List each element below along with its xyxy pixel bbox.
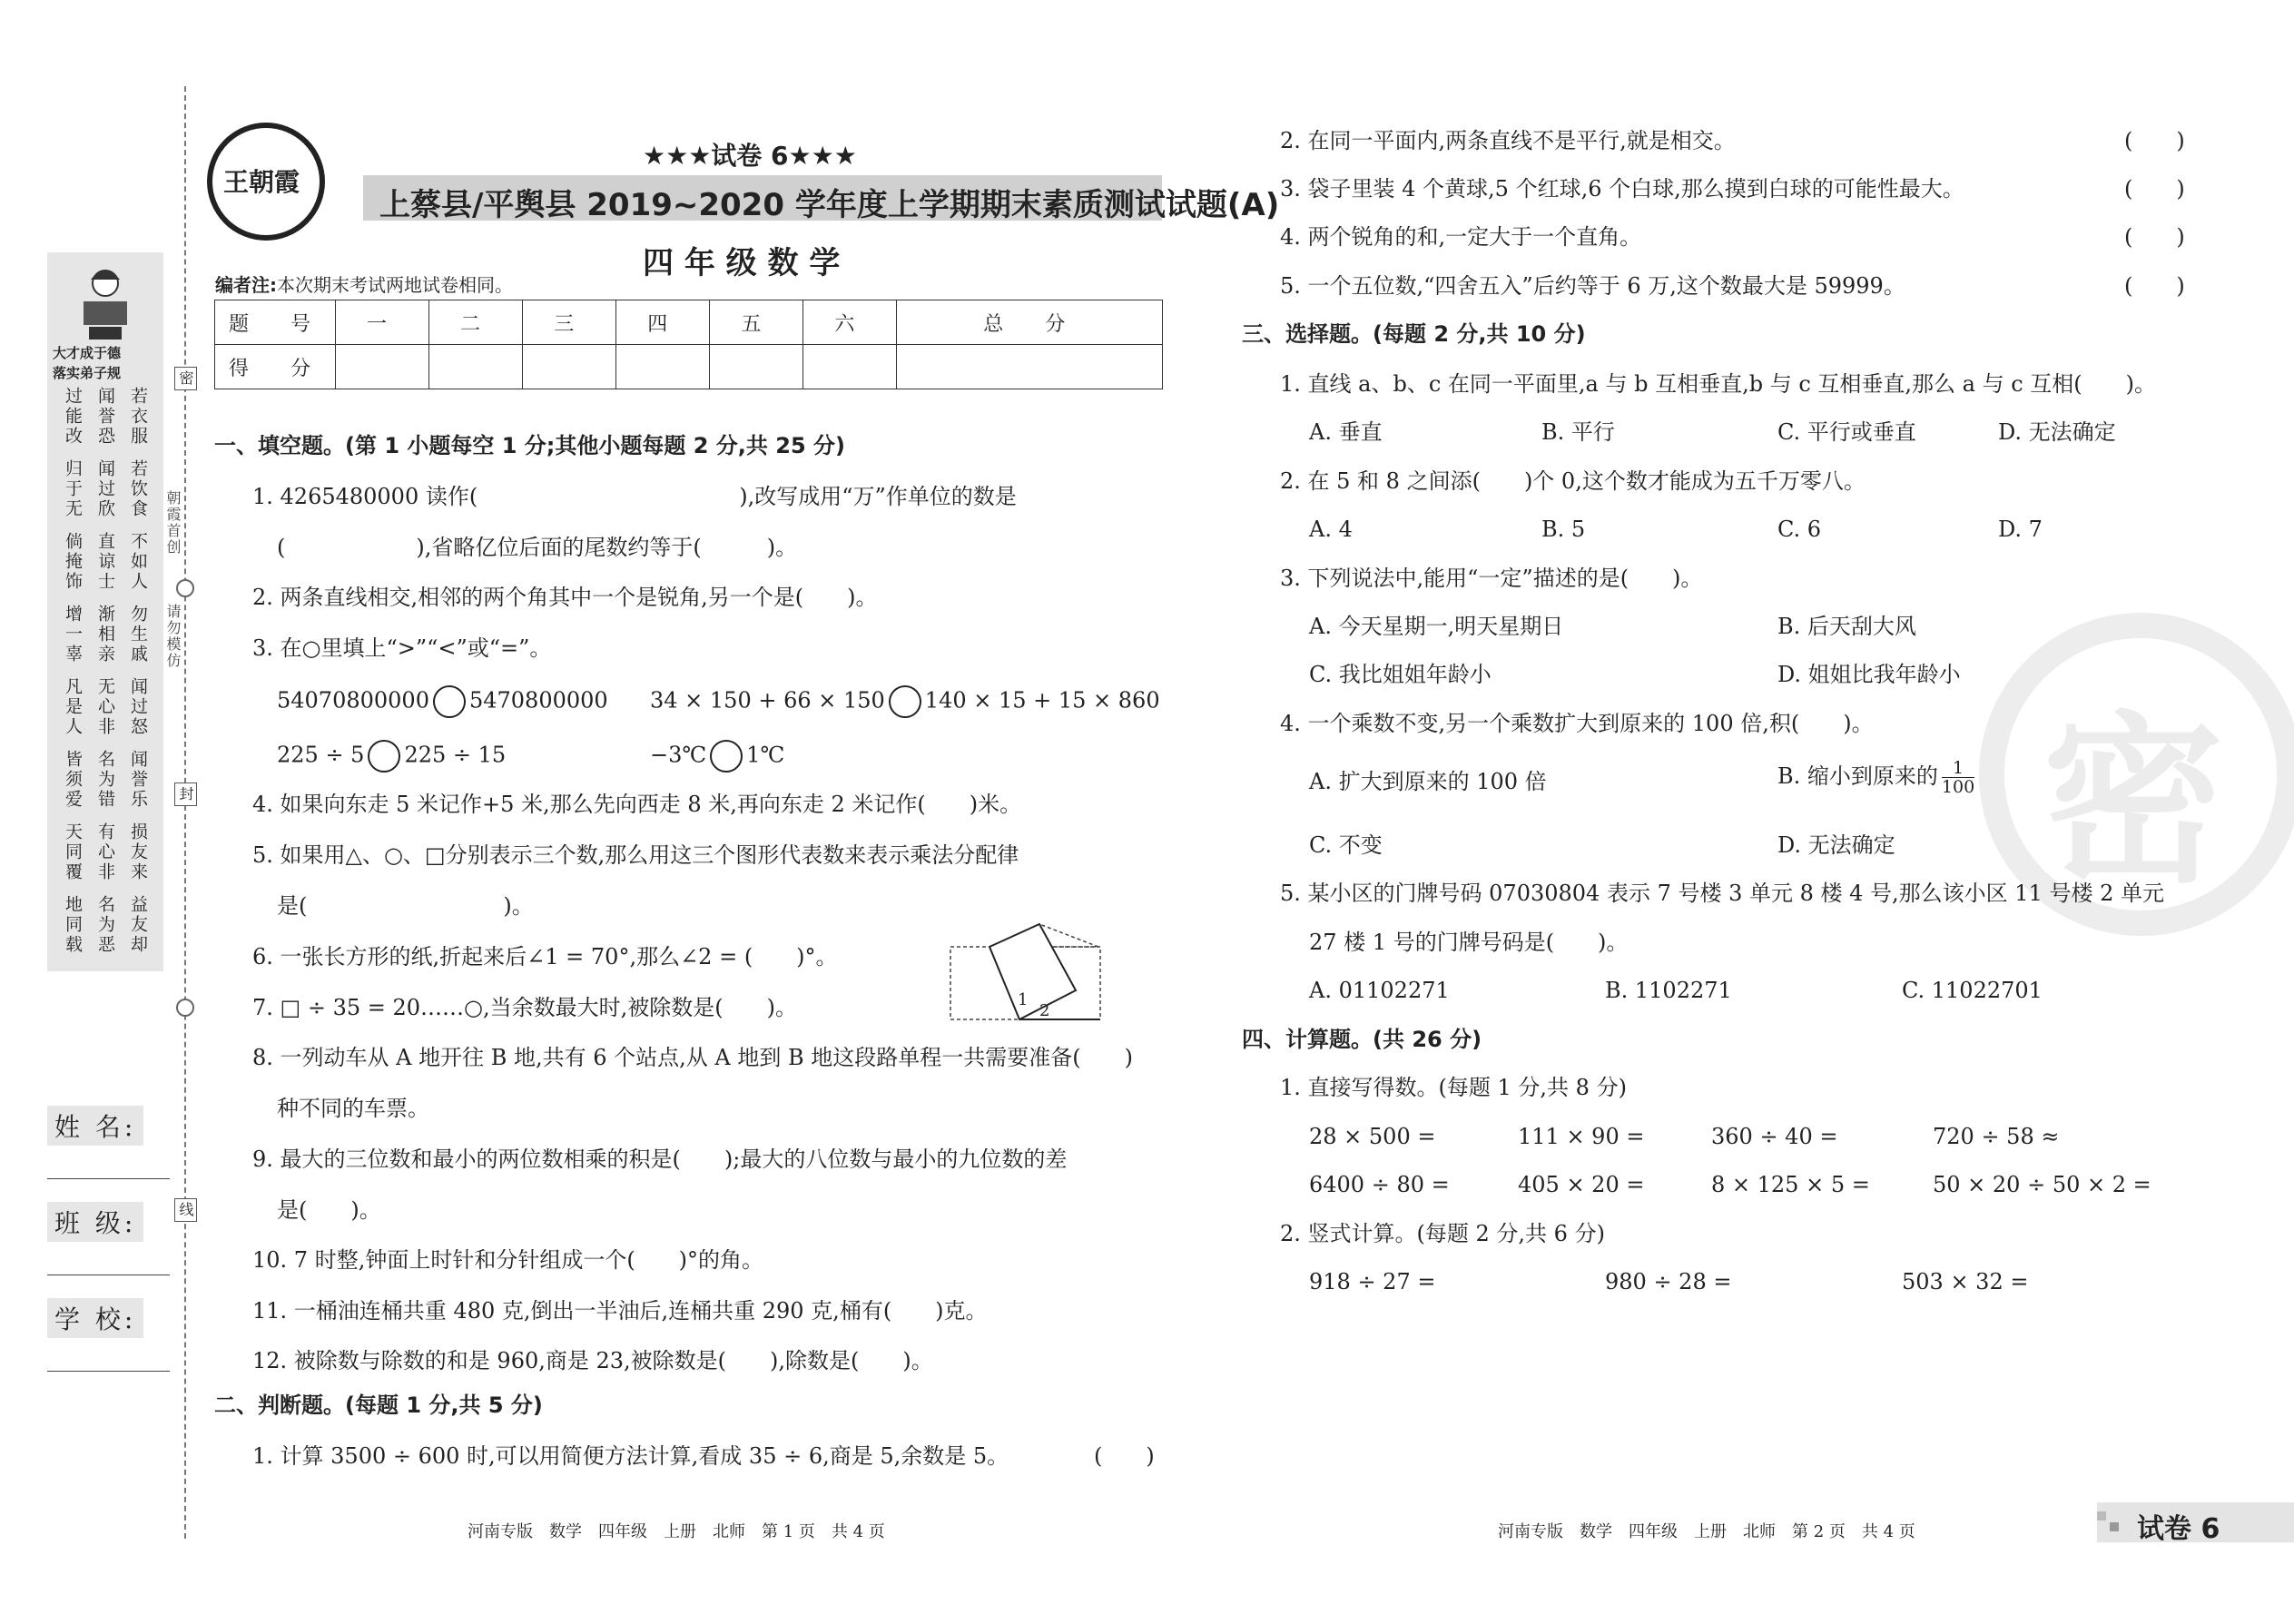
score-cell[interactable] [523,345,616,389]
judge-answer-bracket[interactable]: ( ) [2124,128,2185,153]
binding-hole-icon [176,999,194,1017]
folded-paper-figure [949,920,1103,1021]
binding-hole-icon [176,579,194,597]
proverb-column: 地同载 [63,895,83,955]
compare-left: 225 ÷ 5 [277,742,365,768]
choice-option[interactable]: A. 垂直 [1309,419,1383,445]
proverb-column: 若饮食 [128,459,148,519]
score-header-cell: 题 号 [215,300,336,345]
score-table-header-row [215,300,1163,345]
compare-right: 1℃ [746,742,785,768]
warning-text-2: 请勿模仿 [164,604,182,669]
score-header-cell: 四 [616,300,710,345]
watermark-text: 密 [2043,696,2225,908]
choice-question-4: 4. 一个乘数不变,另一个乘数扩大到原来的 100 倍,积( )。 [1280,711,1874,736]
choice-question-1: 1. 直线 a、b、c 在同一平面里,a 与 b 互相垂直,b 与 c 互相垂直,那么 a 与 c 互相( )。 [1280,371,2157,397]
paper-badge: ★★★试卷 6★★★ [643,141,857,171]
score-row-label: 得 分 [215,345,336,389]
score-table [214,300,1163,389]
warning-text-1: 朝霞首创 [164,490,182,556]
compare-circle[interactable] [710,740,743,773]
choice-option[interactable]: D. 7 [1998,517,2043,542]
proverb-column: 闻誉恐 [95,387,115,447]
brand-logo [207,123,325,241]
score-header-cell: 五 [710,300,803,345]
brand-logo-text: 王朝霞 [223,167,300,197]
compare-circle[interactable] [433,685,466,718]
question-1-2: 2. 两条直线相交,相邻的两个角其中一个是锐角,另一个是( )。 [252,585,878,610]
proverb-column: 闻过怒 [128,677,148,737]
proverb-column: 增一辜 [63,605,83,664]
seal-label-xian: 线 [174,1198,197,1222]
calc-item: 50 × 20 ÷ 50 × 2 = [1933,1172,2151,1197]
score-table-row [215,345,1163,389]
score-cell[interactable] [336,345,429,389]
choice-option-text: B. 缩小到原来的 [1777,763,1938,789]
compare-item-a [277,685,608,718]
question-1-11: 11. 一桶油连桶共重 480 克,倒出一半油后,连桶共重 290 克,桶有( )克。 [252,1298,988,1324]
panel-banner-1: 大才成于德 [53,345,122,361]
question-1-7: 7. □ ÷ 35 = 20……○,当余数最大时,被除数是( )。 [252,995,797,1020]
calc-item: 720 ÷ 58 ≈ [1933,1124,2060,1149]
choice-option[interactable]: D. 无法确定 [1998,419,2116,445]
choice-option[interactable]: D. 姐姐比我年龄小 [1777,662,1961,687]
section-1-title: 一、填空题。(第 1 小题每空 1 分;其他小题每题 2 分,共 25 分) [214,433,845,458]
scholar-illustration [78,261,133,343]
proverb-column: 凡是人 [63,677,83,737]
choice-option[interactable]: B. 1102271 [1605,978,1732,1003]
calc-item: 503 × 32 = [1902,1269,2029,1294]
score-cell[interactable] [897,345,1163,389]
score-header-cell: 二 [429,300,523,345]
proverb-column: 渐相亲 [95,605,115,664]
judge-item-1: 1. 计算 3500 ÷ 600 时,可以用简便方法计算,看成 35 ÷ 6,商是 5,余数是 5。 [252,1443,1009,1469]
question-1-4: 4. 如果向东走 5 米记作+5 米,那么先向西走 8 米,再向东走 2 米记作( )米。 [252,792,1022,817]
question-1-9-line-2: 是( )。 [277,1197,381,1223]
proverb-column: 归于无 [63,459,83,519]
proverb-column: 损友来 [128,822,148,882]
choice-option[interactable]: D. 无法确定 [1777,832,1895,858]
school-field[interactable] [47,1371,170,1372]
choice-option[interactable]: A. 4 [1309,517,1353,542]
judge-answer-bracket[interactable]: ( ) [2124,273,2185,299]
compare-item-d [650,740,784,773]
compare-right: 5470800000 [468,687,608,714]
judge-item-3: 3. 袋子里装 4 个黄球,5 个红球,6 个白球,那么摸到白球的可能性最大。 [1280,176,1964,202]
corner-label: 试卷 6 [2137,1513,2220,1545]
seal-label-mi: 密 [174,367,197,390]
choice-option[interactable]: C. 平行或垂直 [1777,419,1916,445]
proverb-column: 倘掩饰 [63,532,83,592]
section-2-title: 二、判断题。(每题 1 分,共 5 分) [214,1393,543,1418]
calc-item: 8 × 125 × 5 = [1711,1172,1870,1197]
choice-option[interactable]: C. 11022701 [1902,978,2043,1003]
question-1-6: 6. 一张长方形的纸,折起来后∠1 = 70°,那么∠2 = ( )°。 [252,944,838,969]
page-subtitle: 四 年 级 数 学 [643,245,841,281]
proverb-column: 不如人 [128,532,148,592]
section-4-title: 四、计算题。(共 26 分) [1242,1027,1482,1052]
seal-label-feng: 封 [174,782,197,806]
choice-option[interactable]: C. 我比姐姐年龄小 [1309,662,1492,687]
score-header-cell: 总 分 [897,300,1163,345]
question-1-1-line-2: ( ),省略亿位后面的尾数约等于( )。 [277,535,798,560]
choice-option[interactable]: B. 平行 [1541,419,1615,445]
question-1-10: 10. 7 时整,钟面上时针和分针组成一个( )°的角。 [252,1247,764,1273]
fraction [1942,759,1974,796]
score-cell[interactable] [710,345,803,389]
choice-option[interactable]: B. 5 [1541,517,1586,542]
choice-option[interactable]: A. 今天星期一,明天星期日 [1309,614,1564,639]
footer-right: 河南专版 数学 四年级 上册 北师 第 2 页 共 4 页 [1498,1522,1915,1541]
fraction-numerator: 1 [1942,759,1974,778]
corner-tab [2097,1502,2294,1545]
score-header-cell: 三 [523,300,616,345]
choice-option-b[interactable] [1777,759,1974,796]
score-cell[interactable] [616,345,710,389]
proverb-column: 有心非 [95,822,115,882]
proverb-column: 名为错 [95,750,115,810]
judge-answer-bracket[interactable]: ( ) [2124,224,2185,250]
compare-right: 140 × 15 + 15 × 860 [924,687,1160,714]
question-1-3: 3. 在○里填上“>”“<”或“=”。 [252,635,552,661]
page-title: 上蔡县/平舆县 2019~2020 学年度上学期期末素质测试试题(A) [379,187,1280,223]
proverb-column: 过能改 [63,387,83,447]
judge-item-5: 5. 一个五位数,“四舍五入”后约等于 6 万,这个数最大是 59999。 [1280,273,1905,299]
compare-item-b [650,685,1160,718]
judge-answer-bracket[interactable]: ( ) [1094,1443,1155,1469]
compare-circle[interactable] [368,740,400,773]
calc-item: 6400 ÷ 80 = [1309,1172,1450,1197]
compare-left: 34 × 150 + 66 × 150 [650,687,885,714]
proverb-column: 勿生戚 [128,605,148,664]
question-1-5-line-2: 是( )。 [277,893,534,919]
corner-dot-icon [2110,1522,2119,1531]
proverb-column: 益友却 [128,895,148,955]
score-header-cell: 六 [803,300,897,345]
question-1-1-line-1: 1. 4265480000 读作( ),改写成用“万”作单位的数是 [252,484,1017,509]
proverb-column: 闻誉乐 [128,750,148,810]
calc-item: 980 ÷ 28 = [1605,1269,1732,1294]
proverb-column: 名为恶 [95,895,115,955]
proverb-column: 无心非 [95,677,115,737]
calc-item: 405 × 20 = [1518,1172,1645,1197]
editor-note-text: 本次期末考试两地试卷相同。 [277,274,513,296]
calc-subtitle-1: 1. 直接写得数。(每题 1 分,共 8 分) [1280,1075,1627,1100]
choice-option[interactable]: C. 6 [1777,517,1822,542]
proverb-column: 若衣服 [128,387,148,447]
choice-option[interactable]: A. 01102271 [1309,978,1450,1003]
choice-question-3: 3. 下列说法中,能用“一定”描述的是( )。 [1280,566,1703,591]
fraction-denominator: 100 [1941,777,1975,797]
score-cell[interactable] [429,345,523,389]
choice-question-2: 2. 在 5 和 8 之间添( )个 0,这个数才能成为五千万零八。 [1280,468,1866,494]
choice-question-5-line-2: 27 楼 1 号的门牌号码是( )。 [1309,930,1629,955]
angle-1-label: 1 [1018,990,1029,1009]
compare-circle[interactable] [889,685,921,718]
question-1-5-line-1: 5. 如果用△、○、□分别表示三个数,那么用这三个图形代表数来表示乘法分配律 [252,842,1019,868]
judge-answer-bracket[interactable]: ( ) [2124,176,2185,202]
judge-item-4: 4. 两个锐角的和,一定大于一个直角。 [1280,224,1642,250]
calc-item: 28 × 500 = [1309,1124,1436,1149]
corner-dot-icon [2097,1511,2106,1521]
question-1-8-line-1: 8. 一列动车从 A 地开往 B 地,共有 6 个站点,从 A 地到 B 地这段路单程一共需要准备( ) [252,1045,1134,1070]
choice-option[interactable]: A. 扩大到原来的 100 倍 [1309,769,1547,794]
section-3-title: 三、选择题。(每题 2 分,共 10 分) [1242,321,1586,347]
score-cell[interactable] [803,345,897,389]
proverb-column: 皆须爱 [63,750,83,810]
compare-item-c [277,740,506,773]
school-label: 学 校: [47,1298,143,1338]
score-header-cell: 一 [336,300,429,345]
choice-question-5-line-1: 5. 某小区的门牌号码 07030804 表示 7 号楼 3 单元 8 楼 4 号,那么该小区 11 号楼 2 单元 [1280,881,2165,906]
binding-line [184,86,186,1539]
class-label: 班 级: [47,1202,143,1242]
proverb-columns [53,387,160,968]
choice-option[interactable]: B. 后天刮大风 [1777,614,1916,639]
name-label: 姓 名: [47,1106,143,1146]
calc-subtitle-2: 2. 竖式计算。(每题 2 分,共 6 分) [1280,1221,1605,1246]
compare-right: 225 ÷ 15 [404,742,507,768]
name-field[interactable] [47,1178,170,1179]
calc-item: 360 ÷ 40 = [1711,1124,1838,1149]
angle-2-label: 2 [1039,1001,1050,1020]
question-1-9-line-1: 9. 最大的三位数和最小的两位数相乘的积是( );最大的八位数与最小的九位数的差 [252,1147,1068,1172]
proverb-panel [47,252,163,971]
footer-left: 河南专版 数学 四年级 上册 北师 第 1 页 共 4 页 [468,1522,885,1541]
question-1-12: 12. 被除数与除数的和是 960,商是 23,被除数是( ),除数是( )。 [252,1348,933,1373]
panel-banner-2: 落实弟子规 [53,365,122,381]
proverb-column: 直谅士 [95,532,115,592]
proverb-column: 天同覆 [63,822,83,882]
question-1-8-line-2: 种不同的车票。 [277,1096,429,1121]
choice-option[interactable]: C. 不变 [1309,832,1383,858]
judge-item-2: 2. 在同一平面内,两条直线不是平行,就是相交。 [1280,128,1736,153]
proverb-column: 闻过欣 [95,459,115,519]
calc-item: 918 ÷ 27 = [1309,1269,1436,1294]
editor-note-label: 编者注: [215,274,277,296]
editor-note [215,271,513,297]
compare-left: −3℃ [650,742,707,768]
calc-item: 111 × 90 = [1518,1124,1645,1149]
compare-left: 54070800000 [277,687,429,714]
